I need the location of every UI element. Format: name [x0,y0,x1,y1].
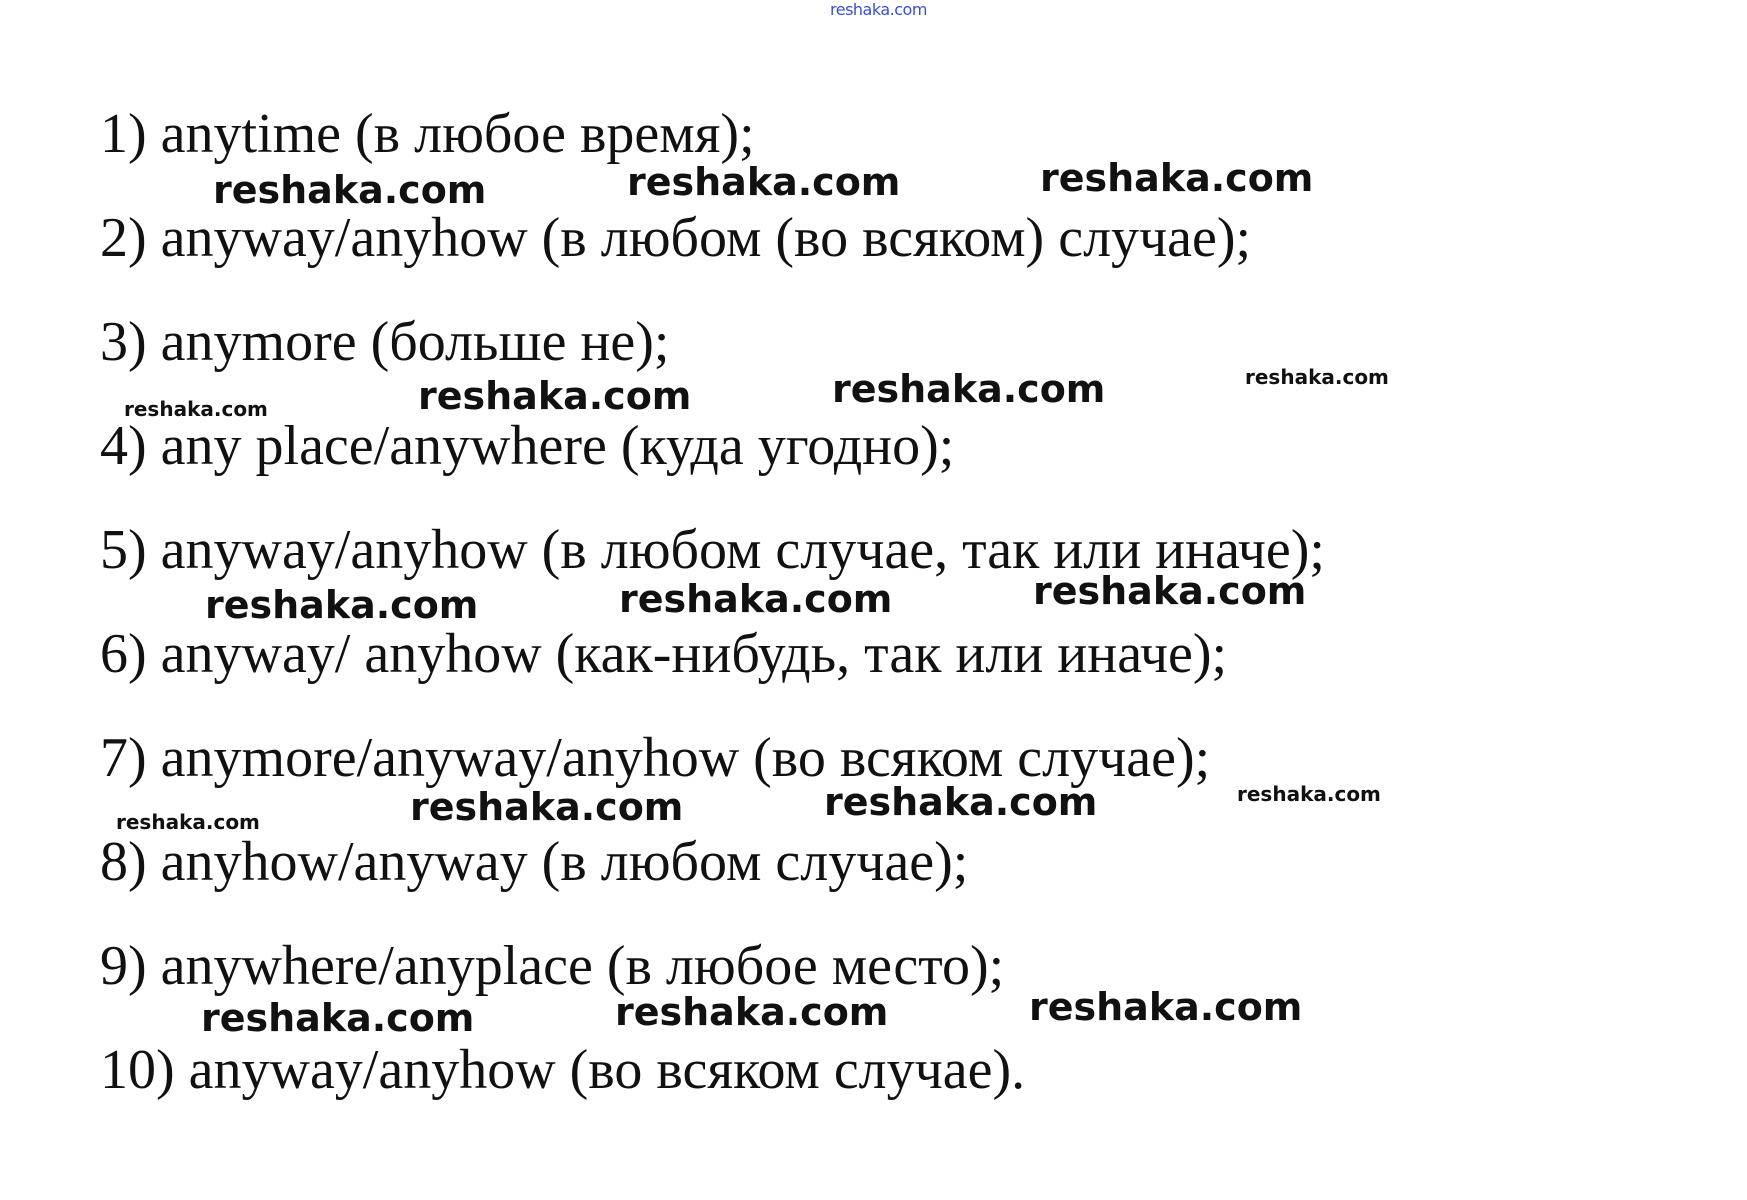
watermark: reshaka.com [1040,156,1314,200]
watermark: reshaka.com [410,785,684,829]
answer-line-1: 1) anytime (в любое время); [100,103,755,165]
watermark: reshaka.com [1237,782,1381,806]
answer-line-8: 8) anyhow/anyway (в любом случае); [100,831,969,893]
watermark: reshaka.com [116,810,260,834]
watermark: reshaka.com [124,397,268,421]
answer-line-6: 6) anyway/ anyhow (как-нибудь, так или иначе); [100,623,1228,685]
watermark: reshaka.com [619,577,893,621]
answer-line-4: 4) any place/anywhere (куда угодно); [100,415,955,477]
answer-line-5: 5) anyway/anyhow (в любом случае, так или иначе); [100,519,1325,581]
answer-line-10: 10) anyway/anyhow (во всяком случае). [100,1039,1026,1101]
answer-line-7: 7) anymore/anyway/anyhow (во всяком случае); [100,727,1211,789]
answer-line-3: 3) anymore (больше не); [100,311,670,373]
watermark: reshaka.com [832,367,1106,411]
watermark: reshaka.com [615,990,889,1034]
header-watermark: reshaka.com [830,0,927,19]
watermark: reshaka.com [205,583,479,627]
watermark: reshaka.com [1245,365,1389,389]
watermark: reshaka.com [1033,569,1307,613]
watermark: reshaka.com [418,374,692,418]
watermark: reshaka.com [213,168,487,212]
watermark: reshaka.com [627,160,901,204]
watermark: reshaka.com [824,780,1098,824]
watermark: reshaka.com [1029,985,1303,1029]
watermark: reshaka.com [201,996,475,1040]
answer-line-9: 9) anywhere/anyplace (в любое место); [100,935,1005,997]
answer-line-2: 2) anyway/anyhow (в любом (во всяком) случае); [100,207,1252,269]
